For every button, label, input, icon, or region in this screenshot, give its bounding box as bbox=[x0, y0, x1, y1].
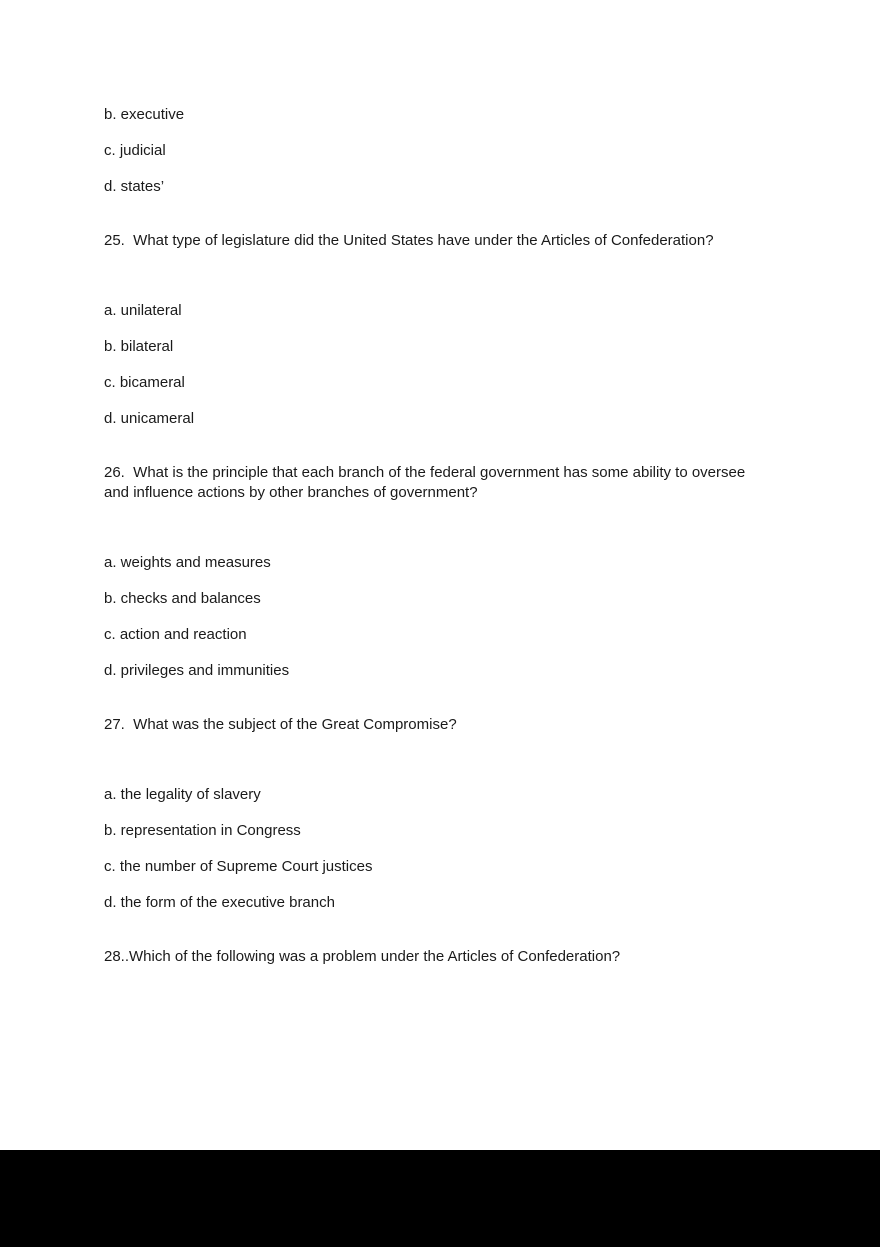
question-25-option-c: c. bicameral bbox=[104, 374, 185, 391]
question-25-option-d: d. unicameral bbox=[104, 410, 195, 427]
question-28-prompt: 28..Which of the following was a problem under the Articles of Confederation? bbox=[104, 948, 621, 965]
question-26-option-b: b. checks and balances bbox=[104, 590, 261, 607]
question-26-prompt: 26. What is the principle that each branch of the federal government has some ability to oversee and influence actions by other branches of government? bbox=[104, 464, 750, 501]
question-27-option-d: d. the form of the executive branch bbox=[104, 894, 335, 911]
question-26-option-c: c. action and reaction bbox=[104, 626, 247, 643]
question-25-option-b: b. bilateral bbox=[104, 338, 174, 355]
bottom-black-bar bbox=[0, 1150, 880, 1247]
question-27-prompt: 27. What was the subject of the Great Compromise? bbox=[104, 716, 457, 733]
question-27-option-a: a. the legality of slavery bbox=[104, 786, 261, 803]
question-26-option-d: d. privileges and immunities bbox=[104, 662, 290, 679]
question-26-option-a: a. weights and measures bbox=[104, 554, 271, 571]
carryover-option-d: d. states’ bbox=[104, 178, 165, 195]
question-25-option-a: a. unilateral bbox=[104, 302, 182, 319]
question-27-option-b: b. representation in Congress bbox=[104, 822, 301, 839]
carryover-option-b: b. executive bbox=[104, 106, 185, 123]
document-content bbox=[104, 0, 764, 1017]
carryover-option-c: c. judicial bbox=[104, 142, 166, 159]
question-25-prompt: 25. What type of legislature did the United States have under the Articles of Confederation? bbox=[104, 232, 714, 249]
question-27-option-c: c. the number of Supreme Court justices bbox=[104, 858, 373, 875]
